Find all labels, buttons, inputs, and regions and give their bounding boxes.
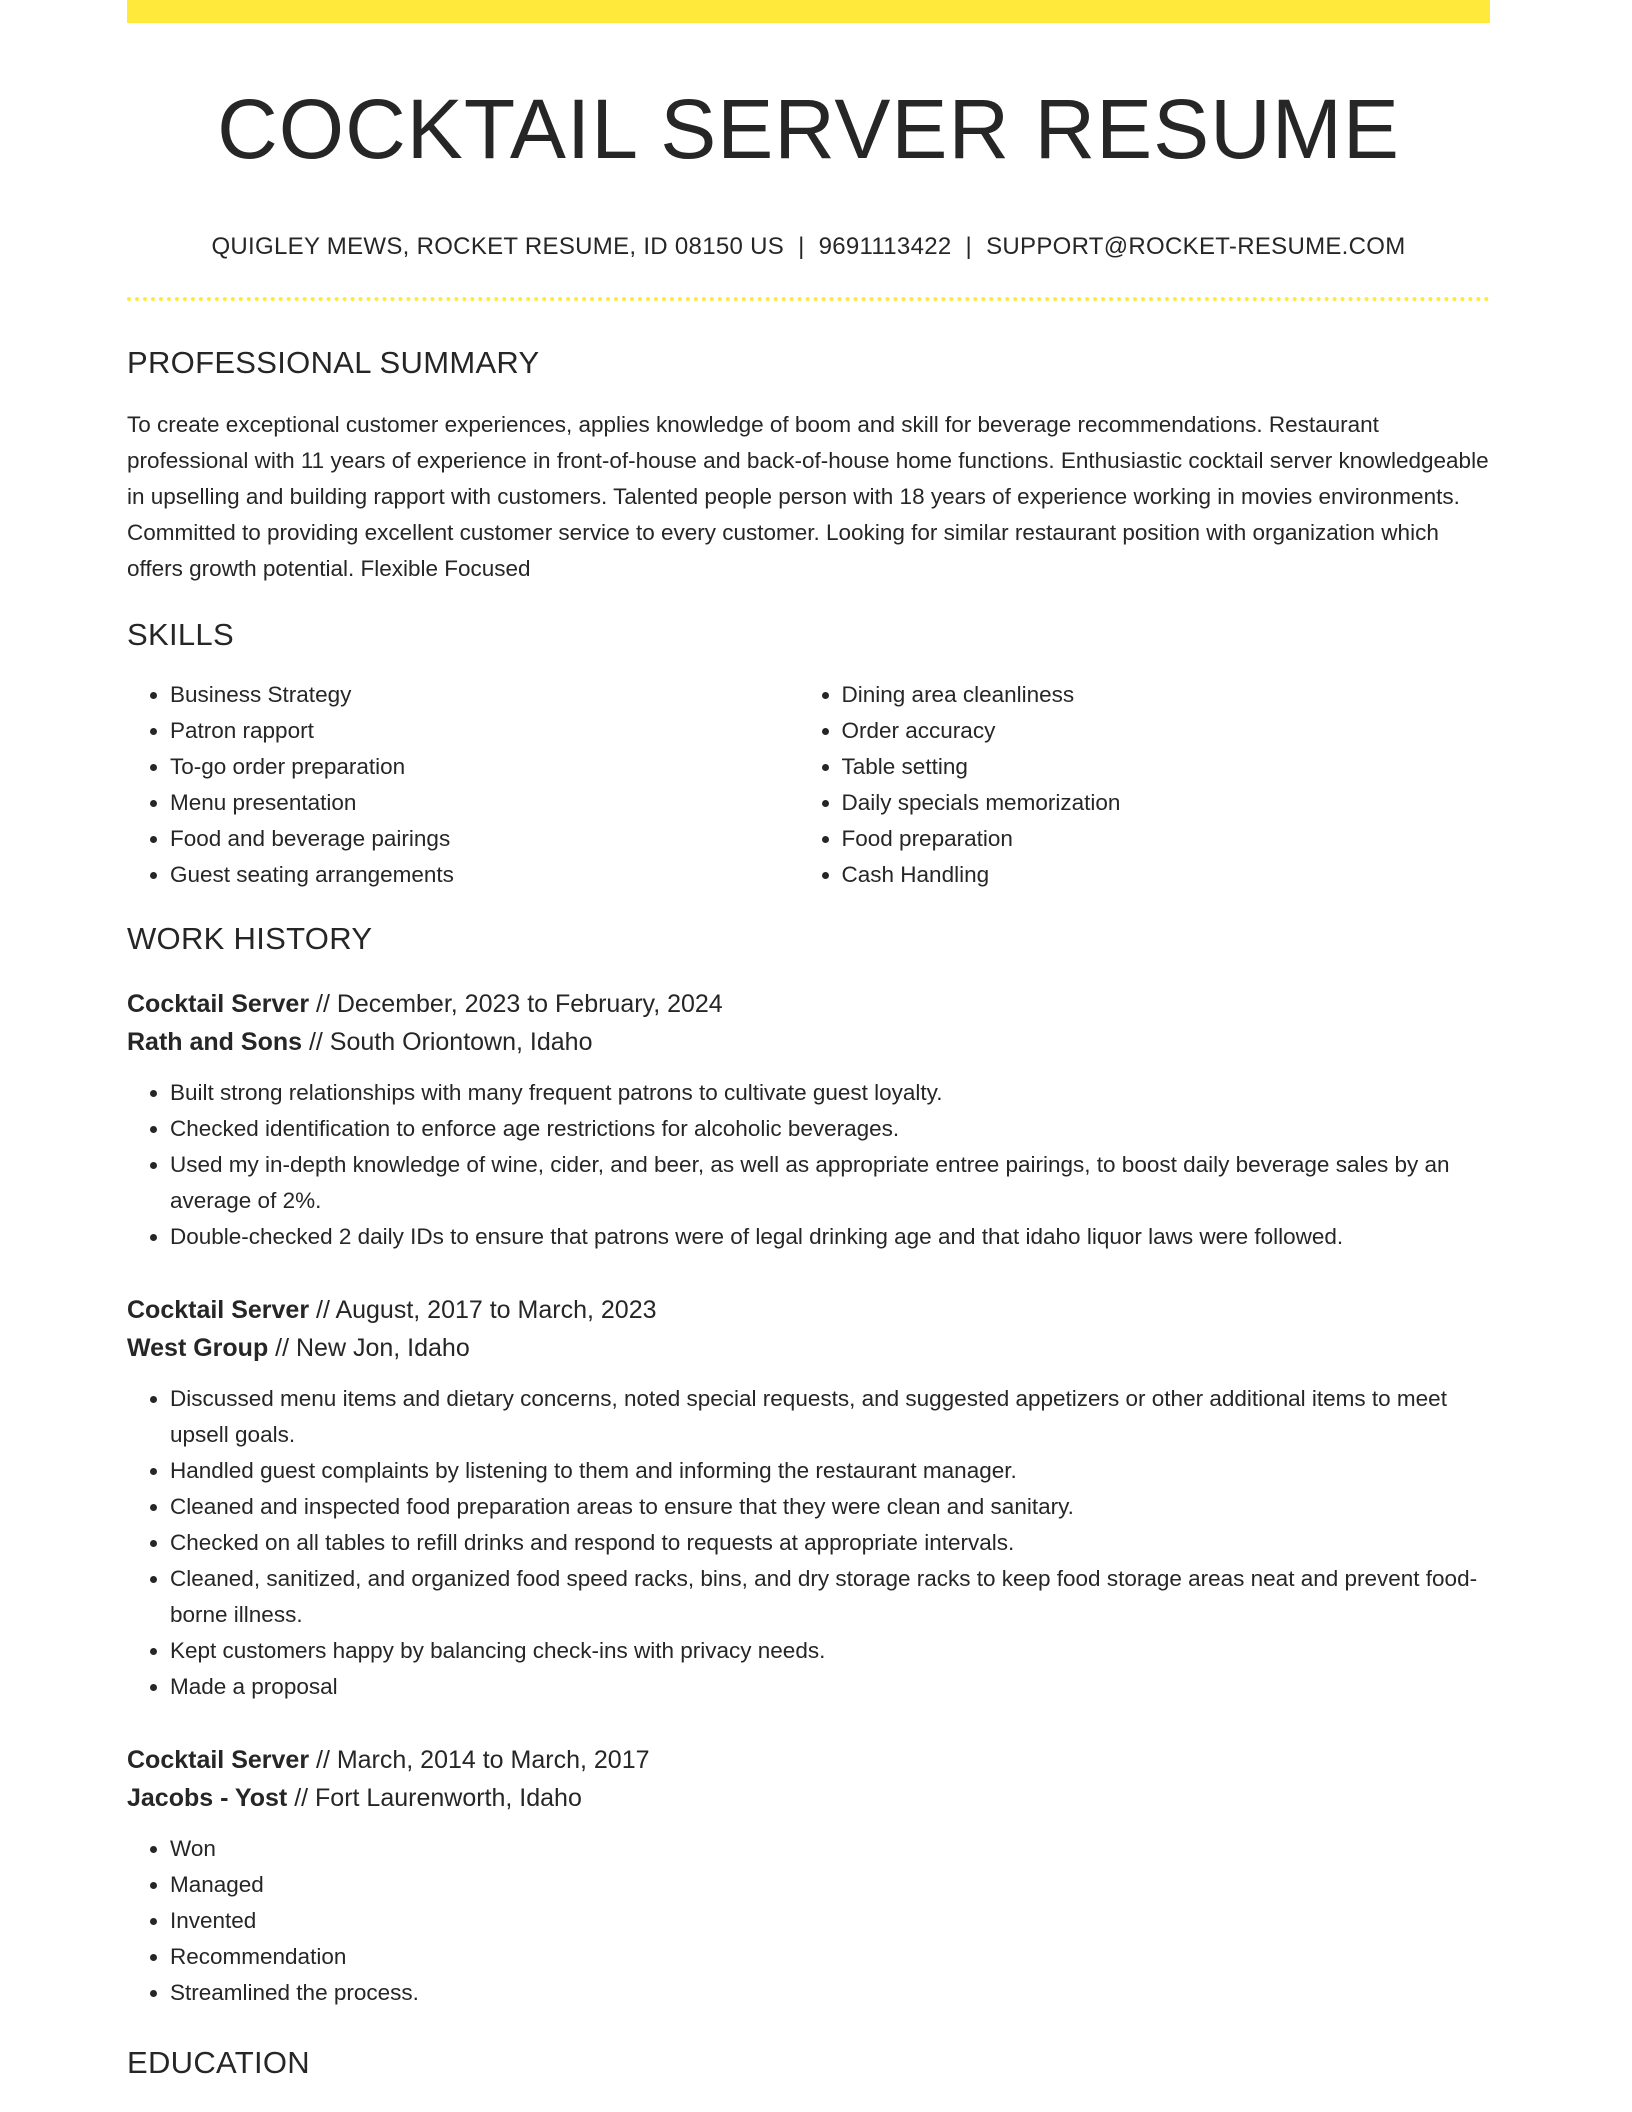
skill-item: • Guest seating arrangements (170, 857, 799, 893)
job-dates: // December, 2023 to February, 2024 (309, 990, 723, 1019)
job-company: West Group (127, 1334, 269, 1363)
contact-separator: | (798, 233, 805, 261)
job-bullet: • Managed (170, 1867, 1490, 1903)
job-bullet: • Handled guest complaints by listening to them and informing the restaurant manager. (170, 1453, 1490, 1489)
job-dates: // March, 2014 to March, 2017 (309, 1746, 650, 1775)
job-title-line (127, 1291, 1490, 1329)
job-bullet: • Made a proposal (170, 1669, 1490, 1705)
skill-item: • Order accuracy (842, 713, 1490, 749)
job-company: Rath and Sons (127, 1028, 303, 1057)
job-title-line (127, 985, 1490, 1023)
skill-item: • Cash Handling (842, 857, 1490, 893)
job-bullet: • Cleaned and inspected food preparation areas to ensure that they were clean and sanitary. (170, 1489, 1490, 1525)
dotted-divider (127, 297, 1490, 301)
job-bullet: • Recommendation (170, 1939, 1490, 1975)
job-bullets (127, 1381, 1490, 1705)
job-company-line (127, 1779, 1490, 1817)
job-bullet: • Built strong relationships with many frequent patrons to cultivate guest loyalty. (170, 1075, 1490, 1111)
job-bullets (127, 1075, 1490, 1255)
job-bullet: • Cleaned, sanitized, and organized food speed racks, bins, and dry storage racks to keep food storage areas neat and prevent food-borne illness. (170, 1561, 1490, 1633)
job-bullet: • Streamlined the process. (170, 1975, 1490, 2011)
job-bullet: • Checked on all tables to refill drinks and respond to requests at appropriate intervals. (170, 1525, 1490, 1561)
job-title: Cocktail Server (127, 990, 310, 1019)
skills-heading: SKILLS (127, 617, 234, 653)
skills-column-right (799, 677, 1490, 893)
contact-line (127, 233, 1490, 261)
job-location: // South Oriontown, Idaho (302, 1028, 593, 1057)
job-bullet: • Won (170, 1831, 1490, 1867)
skill-item: • Table setting (842, 749, 1490, 785)
contact-phone: 9691113422 (818, 233, 952, 261)
summary-heading: PROFESSIONAL SUMMARY (127, 345, 540, 381)
job-entry (127, 985, 1490, 1255)
skill-item: • Daily specials memorization (842, 785, 1490, 821)
skill-item: • Food preparation (842, 821, 1490, 857)
job-location: // Fort Laurenworth, Idaho (287, 1784, 582, 1813)
skills-list (127, 677, 1490, 893)
job-dates: // August, 2017 to March, 2023 (309, 1296, 657, 1325)
job-bullets (127, 1831, 1490, 2011)
summary-text: To create exceptional customer experiences, applies knowledge of boom and skill for beverage recommendations. Restaurant professional with 11 years of experience in front-of-house and back-of-house home functions. Enthusiastic cocktail server knowledgeable in upselling and building rapport with customers. Talented people person with 18 years of experience working in movies environments. Committed to providing excellent customer service to every customer. Looking for similar restaurant position with organization which offers growth potential. Flexible Focused (127, 412, 1489, 582)
job-bullet: • Checked identification to enforce age restrictions for alcoholic beverages. (170, 1111, 1490, 1147)
job-bullet: • Kept customers happy by balancing check-ins with privacy needs. (170, 1633, 1490, 1669)
job-title: Cocktail Server (127, 1296, 310, 1325)
job-bullet: • Invented (170, 1903, 1490, 1939)
skill-item: • To-go order preparation (170, 749, 799, 785)
skills-column-left (127, 677, 799, 893)
job-company-line (127, 1023, 1490, 1061)
job-bullet: • Discussed menu items and dietary concerns, noted special requests, and suggested appetizers or other additional items to meet upsell goals. (170, 1381, 1490, 1453)
education-heading: EDUCATION (127, 2045, 310, 2081)
job-location: // New Jon, Idaho (268, 1334, 470, 1363)
job-title: Cocktail Server (127, 1746, 310, 1775)
resume-page (127, 0, 1490, 2081)
work-history-heading: WORK HISTORY (127, 921, 373, 957)
job-company: Jacobs - Yost (127, 1784, 288, 1813)
skill-item: • Dining area cleanliness (842, 677, 1490, 713)
job-bullet: • Double-checked 2 daily IDs to ensure that patrons were of legal drinking age and that idaho liquor laws were followed. (170, 1219, 1490, 1255)
skill-item: • Menu presentation (170, 785, 799, 821)
resume-title: COCKTAIL SERVER RESUME (217, 82, 1400, 176)
job-company-line (127, 1329, 1490, 1367)
job-entry (127, 1291, 1490, 1705)
contact-address: QUIGLEY MEWS, ROCKET RESUME, ID 08150 US (211, 233, 785, 261)
job-entry (127, 1741, 1490, 2011)
skill-item: • Food and beverage pairings (170, 821, 799, 857)
accent-bar (127, 0, 1490, 23)
job-title-line (127, 1741, 1490, 1779)
job-bullet: • Used my in-depth knowledge of wine, cider, and beer, as well as appropriate entree pairings, to boost daily beverage sales by an average of 2%. (170, 1147, 1490, 1219)
skill-item: • Patron rapport (170, 713, 799, 749)
contact-separator: | (965, 233, 973, 261)
skill-item: • Business Strategy (170, 677, 799, 713)
contact-email: SUPPORT@ROCKET-RESUME.COM (986, 233, 1406, 261)
